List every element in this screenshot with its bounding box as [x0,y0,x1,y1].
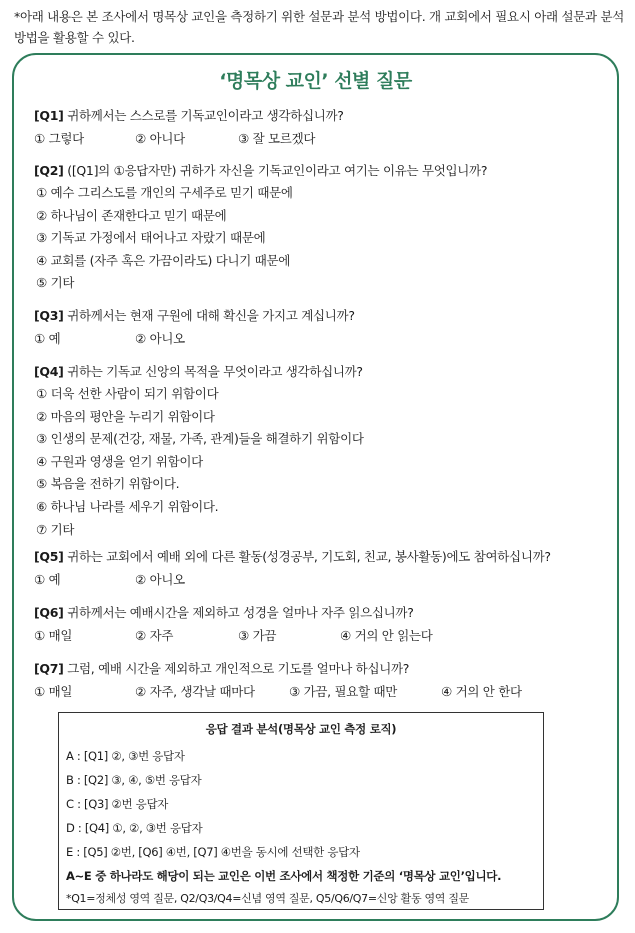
option[interactable]: ③ 기독교 가정에서 태어나고 자랐기 때문에 [36,230,266,246]
analysis-note: *Q1=정체성 영역 질문, Q2/Q3/Q4=신념 영역 질문, Q5/Q6/Q7=신앙 활동 영역 질문 [66,892,469,905]
question-text: 귀하는 기독교 신앙의 목적을 무엇이라고 생각하십니까? [63,364,363,379]
question-q4 [34,361,627,541]
analysis-item: E : [Q5] ②번, [Q6] ④번, [Q7] ④번을 동시에 선택한 응답자 [66,845,360,859]
option[interactable]: ④ 교회를 (자주 혹은 가끔이라도) 다니기 때문에 [36,252,291,268]
option[interactable]: ④ 구원과 영생을 얻기 위함이다 [36,453,203,469]
option[interactable]: ① 그렇다 [34,131,84,146]
question-q2 [34,160,627,295]
analysis-summary: A~E 중 하나라도 해당이 되는 교인은 이번 조사에서 책정한 기준의 ‘명목상 교인’입니다. [66,869,502,883]
option[interactable]: ② 자주 [135,628,174,643]
option[interactable]: ③ 잘 모르겠다 [238,131,316,146]
question-label: [Q7] [34,661,64,676]
question-q6 [34,602,627,647]
analysis-title: 응답 결과 분석(명목상 교인 측정 로직) [205,722,397,736]
option[interactable]: ⑤ 복음을 전하기 위함이다. [36,476,180,492]
question-text: ([Q1]의 ①응답자만) 귀하가 자신을 기독교인이라고 여기는 이유는 무엇입니까? [63,163,488,178]
question-text: 귀하께서는 예배시간을 제외하고 성경을 얼마나 자주 읽으십니까? [63,605,414,620]
option[interactable]: ② 자주, 생각날 때마다 [135,684,255,699]
question-q7-content [34,658,627,703]
question-label: [Q6] [34,605,64,620]
question-text: 귀하는 교회에서 예배 외에 다른 활동(성경공부, 기도회, 친교, 봉사활동)에도 참여하십니까? [63,549,551,564]
option[interactable]: ⑦ 기타 [36,521,75,537]
analysis-item: A : [Q1] ②, ③번 응답자 [66,749,185,763]
analysis-item: C : [Q3] ②번 응답자 [66,797,169,811]
option[interactable]: ① 매일 [34,684,73,699]
option[interactable]: ③ 가끔 [238,628,277,643]
option[interactable]: ⑥ 하나님 나라를 세우기 위함이다. [36,498,219,514]
option[interactable]: ② 아니다 [135,131,185,146]
question-label: [Q1] [34,108,64,123]
option[interactable]: ③ 가끔, 필요할 때만 [289,684,398,699]
option[interactable]: ② 아니오 [135,572,185,587]
question-label: [Q3] [34,308,64,323]
option[interactable]: ① 예 [34,572,61,587]
question-label: [Q5] [34,549,64,564]
option[interactable]: ② 마음의 평안을 누리기 위함이다 [36,408,215,424]
option[interactable]: ③ 인생의 문제(건강, 재물, 가족, 관계)들을 해결하기 위함이다 [36,431,364,447]
option[interactable]: ① 예수 그리스도를 개인의 구세주로 믿기 때문에 [36,185,293,200]
option[interactable]: ⑤ 기타 [36,275,75,291]
option[interactable]: ② 아니오 [135,331,185,346]
question-text: 귀하께서는 현재 구원에 대해 확신을 가지고 계십니까? [63,308,355,323]
question-q5 [34,546,627,591]
question-label: [Q2] [34,163,64,178]
survey-title: ‘명목상 교인’ 선별 질문 [219,70,412,92]
option[interactable]: ② 하나님이 존재한다고 믿기 때문에 [36,207,227,223]
question-text: 그럼, 예배 시간을 제외하고 개인적으로 기도를 얼마나 하십니까? [63,661,410,676]
question-q1 [34,105,627,150]
question-q3 [34,305,627,350]
option[interactable]: ① 예 [34,331,61,346]
option[interactable]: ① 매일 [34,628,73,643]
option[interactable]: ① 더욱 선한 사람이 되기 위함이다 [36,386,219,401]
analysis-item: D : [Q4] ①, ②, ③번 응답자 [66,821,203,835]
intro-text: *아래 내용은 본 조사에서 명목상 교인을 측정하기 위한 설문과 분석 방법이다. 개 교회에서 필요시 아래 설문과 분석 방법을 활용할 수 있다. [14,9,625,45]
analysis-item: B : [Q2] ③, ④, ⑤번 응답자 [66,773,202,787]
analysis-box [58,712,544,910]
option[interactable]: ④ 거의 안 읽는다 [340,628,433,643]
question-text: 귀하께서는 스스로를 기독교인이라고 생각하십니까? [63,108,344,123]
option[interactable]: ④ 거의 안 한다 [441,684,522,699]
question-label: [Q4] [34,364,64,379]
